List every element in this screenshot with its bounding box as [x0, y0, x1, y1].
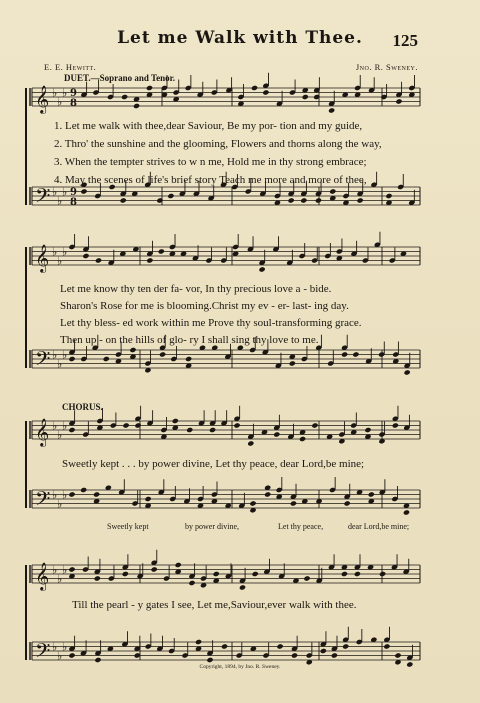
svg-text:♭: ♭ [62, 185, 68, 199]
svg-text:𝄞: 𝄞 [35, 244, 50, 272]
svg-text:♭: ♭ [57, 194, 63, 208]
s2-verse-2: Sharon's Rose for me is blooming.Christ my ev - er- last- ing day. [60, 300, 349, 312]
svg-text:♭: ♭ [52, 245, 58, 259]
svg-text:♭: ♭ [57, 649, 63, 663]
svg-text:♭: ♭ [57, 357, 63, 371]
svg-text:♭: ♭ [52, 419, 58, 433]
chorus-line-1: Sweetly kept . . . by power divine, Let thy peace, dear Lord,be mine; [62, 458, 365, 470]
svg-text:𝄢: 𝄢 [35, 639, 51, 667]
chorus-bass-text-2: by power divine, [185, 522, 239, 531]
s1-verse-1: 1. Let me walk with thee,dear Saviour, Be my por- tion and my guide, [54, 120, 363, 132]
svg-text:9: 9 [70, 88, 77, 99]
chorus-bass-text-1: Sweetly kept [107, 522, 149, 531]
svg-text:♭: ♭ [57, 572, 63, 586]
s2-verse-3: Let thy bless- ed work within me Prove thy soul-transforming grace. [60, 317, 362, 329]
svg-text:8: 8 [70, 197, 77, 208]
svg-text:♭: ♭ [62, 86, 68, 100]
svg-text:𝄞: 𝄞 [35, 418, 50, 446]
s2-verse-4: Then up - on the hills of glo- ry I shall sing thy love to me. [60, 334, 319, 346]
hymn-title: Let me Walk with Thee. [117, 28, 363, 48]
svg-text:𝄢: 𝄢 [35, 487, 51, 515]
svg-text:♭: ♭ [62, 419, 68, 433]
svg-text:♭: ♭ [52, 86, 58, 100]
svg-text:♭: ♭ [62, 640, 68, 654]
svg-text:♭: ♭ [62, 488, 68, 502]
svg-text:♭: ♭ [62, 348, 68, 362]
chorus-line-2: Till the pearl - y gates I see, Let me,Saviour,ever walk with thee. [72, 599, 357, 611]
author-music: Jno. R. Sweney. [355, 62, 418, 72]
svg-text:8: 8 [70, 98, 77, 109]
s2-verse-1: Let me know thy ten der fa- vor, In thy precious love a - bide. [60, 283, 332, 295]
s1-verse-4: 4. May the scenes of life's brief story Teach me more and more of thee, [54, 174, 367, 186]
svg-text:♭: ♭ [57, 428, 63, 442]
svg-text:♭: ♭ [62, 245, 68, 259]
author-words: E. E. Hewitt. [44, 62, 97, 72]
svg-text:♭: ♭ [57, 95, 63, 109]
chorus-bass-text-4: dear Lord,be mine; [348, 522, 410, 531]
part-label: DUET.—Soprano and Tenor. [64, 73, 176, 83]
svg-text:♭: ♭ [62, 563, 68, 577]
svg-text:9: 9 [70, 187, 77, 198]
svg-text:♭: ♭ [57, 254, 63, 268]
svg-text:♭: ♭ [52, 185, 58, 199]
svg-text:♭: ♭ [52, 488, 58, 502]
chorus-label: CHORUS. [62, 402, 103, 412]
svg-text:♭: ♭ [57, 497, 63, 511]
svg-text:𝄞: 𝄞 [35, 85, 50, 113]
s1-verse-2: 2. Thro' the sunshine and the glooming, Flowers and thorns along the way, [54, 138, 382, 150]
svg-text:♭: ♭ [52, 563, 58, 577]
svg-text:♭: ♭ [52, 348, 58, 362]
s1-verse-3: 3. When the tempter strives to w n me, Hold me in thy strong embrace; [54, 156, 367, 168]
copyright-notice: Copyright, 1894, by Jno. R. Sweney. [199, 664, 281, 670]
svg-text:♭: ♭ [52, 640, 58, 654]
svg-text:𝄢: 𝄢 [35, 347, 51, 375]
svg-text:𝄞: 𝄞 [35, 562, 50, 590]
svg-text:𝄢: 𝄢 [35, 184, 51, 212]
chorus-bass-text-3: Let thy peace, [278, 522, 324, 531]
page-number: 125 [392, 31, 418, 50]
